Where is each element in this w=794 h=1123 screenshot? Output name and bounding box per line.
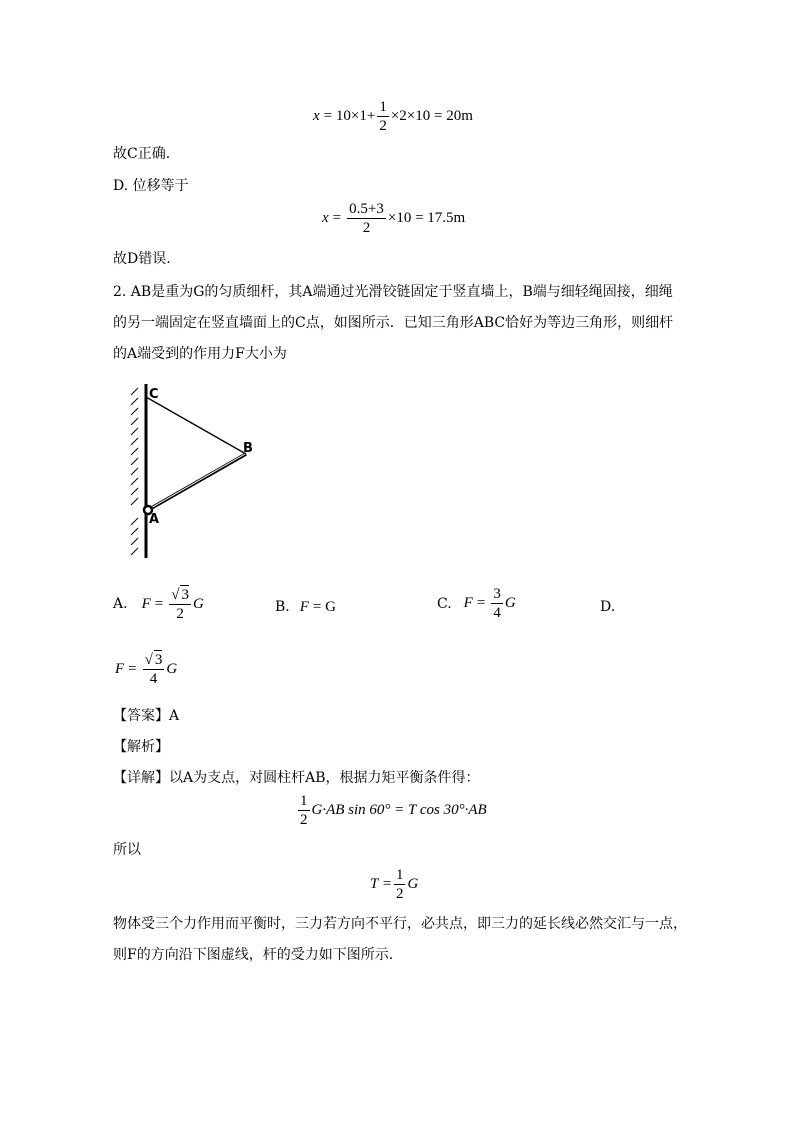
detail-line: 【详解】以A为支点，对圆柱杆AB，根据力矩平衡条件得： — [113, 770, 480, 786]
question-2-line-1: 2. AB是重为G的匀质细杆，其A端通过光滑铰链固定于竖直墙上，B端与细轻绳固接，细绳 — [113, 284, 673, 300]
triangle-figure — [128, 380, 268, 560]
option-b-letter: B. — [275, 599, 290, 615]
eq2-fraction — [347, 200, 386, 237]
option-a-numerator: √ 3 — [171, 587, 189, 603]
option-d-denominator: 4 — [149, 671, 158, 687]
question-2-line-3: 的A端受到的作用力F大小为 — [113, 346, 287, 362]
eq4-fraction — [394, 866, 406, 903]
eq4-denominator: 2 — [395, 886, 404, 902]
option-c — [437, 585, 516, 622]
eq4-numerator: 1 — [395, 867, 404, 883]
eq2-denominator: 2 — [362, 220, 371, 236]
eq1-part1: = 10×1+ — [323, 108, 376, 124]
option-a-eq: = — [154, 595, 164, 612]
line-c-correct: 故C正确. — [113, 146, 171, 162]
option-c-numerator: 3 — [493, 586, 501, 602]
eq1-denominator: 2 — [379, 118, 387, 134]
option-c-rhs: G — [504, 595, 516, 611]
eq1-part2: ×2×10 = 20m — [390, 108, 473, 124]
suoyi-line: 所以 — [113, 842, 141, 858]
option-d-lhs: F — [115, 660, 125, 677]
wall-hatching — [131, 388, 138, 555]
option-d-letter: D. — [600, 599, 616, 615]
option-d-radicand: 3 — [154, 652, 163, 668]
eq2-eqsign: = — [332, 210, 342, 226]
option-d-eq: = — [128, 660, 137, 677]
label-c: C — [149, 387, 159, 402]
equation-displacement-1 — [313, 98, 473, 135]
eq2-numerator: 0.5+3 — [349, 201, 384, 217]
option-a — [113, 585, 204, 623]
option-b — [275, 597, 336, 617]
option-d-numerator: √ 3 — [144, 652, 163, 668]
paragraph-line-1: 物体受三个力作用而平衡时，三力若方向不平行，必共点，即三力的延长线必然交汇与一点， — [113, 916, 687, 932]
equation-torque — [296, 792, 487, 829]
option-a-denominator: 2 — [176, 606, 184, 622]
eq3-fraction — [298, 792, 310, 829]
rope-cb — [146, 397, 246, 454]
eq1-lhs: x — [313, 108, 320, 124]
eq2-part2: ×10 = 17.5m — [387, 210, 466, 226]
option-a-lhs: F — [141, 595, 151, 612]
option-a-radicand: 3 — [181, 587, 189, 603]
paragraph-line-2: 则F的方向沿下图虚线，杆的受力如下图所示. — [113, 947, 394, 963]
option-d-rhs: G — [166, 660, 178, 677]
option-c-eq: = — [476, 595, 486, 611]
option-a-fraction — [169, 585, 191, 623]
rod-ab-highlight — [149, 454, 245, 509]
option-a-letter: A. — [113, 596, 128, 612]
line-d-wrong: 故D错误. — [113, 251, 171, 267]
answer-line: 【答案】A — [113, 708, 180, 724]
option-b-eq: = G — [312, 598, 336, 615]
equation-displacement-2 — [322, 200, 465, 237]
eq2-lhs: x — [322, 210, 329, 226]
option-c-denominator: 4 — [493, 605, 501, 621]
option-a-rhs: G — [192, 595, 204, 612]
option-c-fraction — [491, 585, 503, 622]
eq3-numerator: 1 — [300, 793, 308, 809]
option-b-lhs: F — [299, 598, 309, 615]
option-d — [115, 650, 177, 688]
option-c-letter: C. — [437, 595, 452, 612]
eq3-body: G·AB sin 60° = T cos 30°·AB — [311, 802, 487, 818]
label-a: A — [149, 512, 160, 527]
label-b: B — [243, 441, 253, 456]
equation-tension — [370, 866, 418, 903]
option-d-fraction — [143, 650, 165, 688]
eq3-denominator: 2 — [300, 812, 308, 828]
eq4-lhs: T = — [370, 876, 392, 892]
line-d-displacement: D. 位移等于 — [113, 178, 189, 194]
eq1-fraction — [377, 98, 389, 135]
option-c-lhs: F — [463, 595, 473, 611]
eq1-numerator: 1 — [379, 99, 387, 115]
analysis-heading: 【解析】 — [113, 739, 169, 755]
eq4-rhs: G — [407, 876, 419, 892]
question-2-line-2: 的另一端固定在竖直墙面上的C点，如图所示．已知三角形ABC恰好为等边三角形，则细杆 — [113, 315, 674, 331]
